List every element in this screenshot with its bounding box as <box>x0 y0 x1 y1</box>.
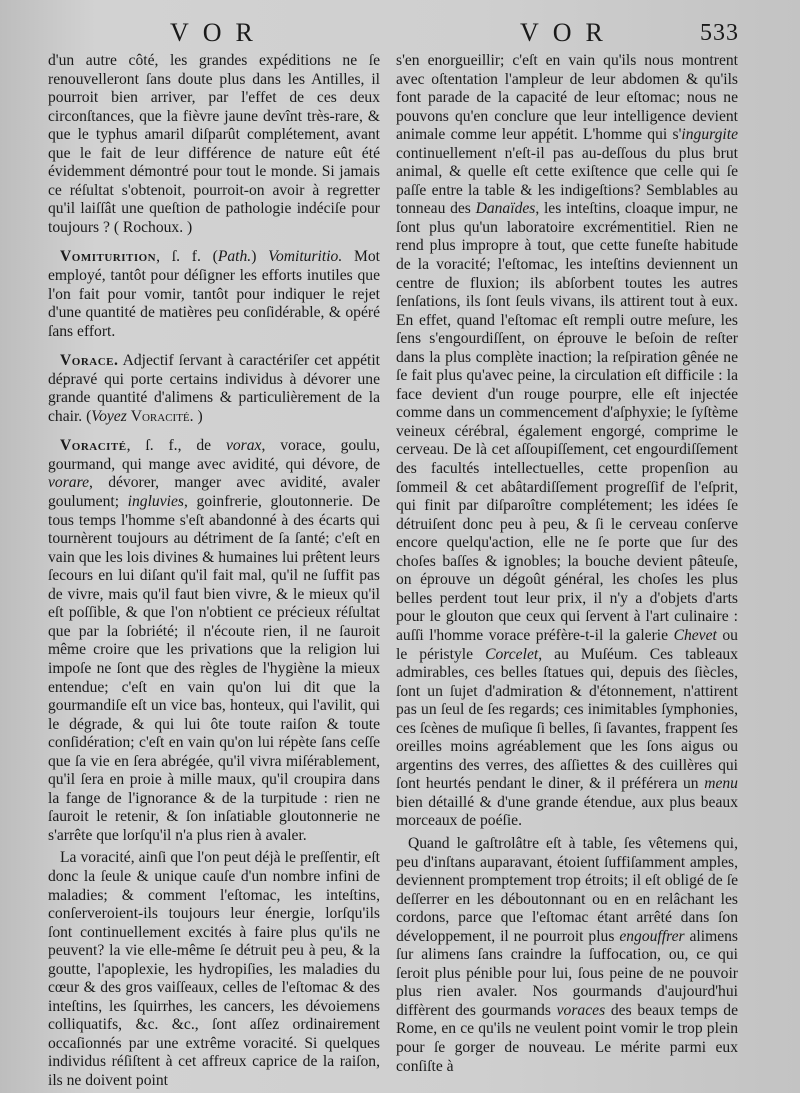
entry-text: Mot employé, tantôt pour déſigner les efforts inutiles que l'on fait pour vomir, tantôt pour indiquer le rejet d'une quantité de matières peu conſidérable, & opéré ſans effort. <box>48 248 380 340</box>
body-text: Quand le gaſtrolâtre eſt à table, ſes vêtemens qui, peu d'inſtans auparavant, étoient ſuffiſamment amples, deviennent promptement trop étroits; il eſt obligé de ſe deſſerrer en les déboutonnant ou en en relâchant les cordons, parce que l'eſtomac étant arrêté dans ſon développement, il ne pourroit plus <box>396 834 738 945</box>
latin-term: Vomituritio. <box>268 248 343 266</box>
italic-term: ingurgite <box>681 126 738 144</box>
italic-term: Chevet <box>673 626 717 644</box>
entry-headword: Vomiturition <box>60 248 157 266</box>
entry-headword: Voracité <box>60 437 127 455</box>
right-column <box>396 52 738 1076</box>
latin-term: vorax <box>225 437 262 455</box>
right-paragraph-1 <box>396 52 738 831</box>
right-paragraph-2 <box>396 835 738 1076</box>
grammar-note: , ſ. f. ( <box>156 248 218 266</box>
paren-close: ) <box>197 407 203 425</box>
body-text: , au Muſéum. Ces tableaux admirables, ces belles ſtatues qui, depuis des ſiècles, ſont un ſujet d'admiration & d'étonnement, n'attirent pas un ſeul de ſes regards; ces inimitables ſymphonies, ces ſcènes de muſique ſi belles, ſi ſavantes, frappent ſes oreilles moins agréablement que les ſons aigus ou argentins des verres, des aſſiettes & des cuillères qui ſont heurtés pendant le diner, & il préférera un <box>396 645 738 793</box>
header-left-word: VOR <box>170 18 267 47</box>
italic-term: Danaïdes <box>475 200 536 218</box>
grammar-note: , ſ. f., de <box>126 437 212 455</box>
entry-text: , dévorer, manger avec avidité, avaler goulument; <box>48 474 380 511</box>
body-text: s'en enorgueillir; c'eſt en vain qu'ils nous montrent avec oſtentation l'ampleur de leur abdomen & qu'ils font parade de la capacité de leur eſtomac; nous ne pouvons qu'en conclure que leur intelligence devient animale comme leur appétit. L'homme qui s' <box>396 52 738 144</box>
paren-close: ) <box>251 248 257 266</box>
domain-label: Path. <box>217 248 252 266</box>
italic-term: menu <box>704 775 738 793</box>
body-text: ou le péristyle <box>396 626 738 663</box>
running-header <box>0 18 800 52</box>
body-text: , les inteſtins, cloaque impur, ne ſont plus qu'un laboratoire excrémentitiel. Rien ne rend plus impropre à tout, que cette funeſte habitude de la voracité; l'eſtomac, les inteſtins deviennent un centre de fluxion; ils abſorbent toutes les autres ſenſations, ils ſont ſeuls vivans, ils attirent tout à eux. En effet, quand l'eſtomac eſt rempli outre meſure, les ſens s'engourdiſſent, on éprouve le beſoin de reſter dans la plus complète inaction; la reſpiration gênée ne ſe fait plus qu'avec peine, la circulation eſt difficile : la face devient d'un rouge pourpre, elle eſt injectée comme dans un commencement d'aſphyxie; le ſyſtème veineux cérébral, également engorgé, comprime le cerveau. De là cet aſſoupiſſement, cet engourdiſſement des facultés intellectuelles, cette propenſion au ſommeil & cet abâtardiſſement progreſſif de l'eſprit, qui finit par diſparoître complétement; les idées ſe détruiſent donc peu à peu, & ſi le cerveau conſerve encore quelqu'action, elle ne ſe porte que ſur des choſes baſſes & ignobles; la bouche devient pâteuſe, on éprouve un dégoût général, les choſes les plus belles perdent tout leur prix, il n'y a d'objets d'arts pour le glouton que ceux qui ſervent à l'art culinaire : auſſi l'homme vorace préfère-t-il la galerie <box>396 200 738 644</box>
cross-ref-target[interactable]: Voracité. <box>130 407 194 425</box>
latin-term: ingluvies <box>127 493 184 511</box>
entry-voracite <box>48 437 380 845</box>
entry-vorace <box>48 352 380 426</box>
entry-text: , vorace, goulu, gourmand, qui mange avec avidité, qui dévore, de <box>48 437 380 473</box>
voracite-paragraph-2: La voracité, ainſi que l'on peut déjà le preſſentir, eſt donc la ſeule & unique cauſe d'un nombre infini de maladies; & comment l'eſtomac, les inteſtins, conſerveroient-ils toujours leur énergie, lorſqu'ils ſont continuellement excités à faire plus qu'ils ne peuvent? la vie elle-même ſe détruit peu à peu, & la goutte, l'apoplexie, les hydropiſies, les maladies du cœur & des gros vaiſſeaux, celles de l'eſtomac & des inteſtins, les ſquirrhes, les cancers, les dévoiemens colliquatifs, &c. &c., ſont aſſez ordinairement occaſionnés par une extrême voracité. Si quelques individus réſiſtent à cet affreux caprice de la raiſon, ils ne doivent point <box>48 849 380 1089</box>
left-column <box>48 52 380 1091</box>
entry-vomiturition <box>48 248 380 341</box>
page-number: 533 <box>700 20 739 46</box>
italic-term: Corcelet <box>485 645 539 663</box>
entry-text: , goinfrerie, gloutonnerie. De tous temps l'homme s'eſt abandonné à des écarts qui tournèrent toujours au détriment de ſa ſanté; c'eſt en vain que les lois divines & humaines lui prêtent leurs ſecours en lui diſant qu'il fait mal, qu'il ne ſuffit pas de vivre, mais qu'il faut bien vivre, & le mieux qu'il eſt poſſible, & que l'on n'obtient ce précieux réſultat que par la ſobriété; il n'écoute rien, il ne ſauroit même croire que les privations que la religion lui impoſe ne ſont que des règles de l'hygiène la mieux entendue; c'eſt en vain qu'on lui dit que la gourmandiſe eſt un vice bas, honteux, qui l'avilit, qui le dégrade, & qui lui ôte toute raiſon & toute conſidération; c'eſt en vain qu'on lui répète ſans ceſſe que ſa vie en ſera abrégée, qu'il vivra miſérablement, qu'il ſera en proie à mille maux, qu'il croupira dans la fange de l'ignorance & de la turpitude : rien ne ſauroit le retenir, & ſon inſatiable gloutonnerie ne s'arrête que lorſqu'il n'a plus rien à avaler. <box>48 493 380 844</box>
body-text: alimens ſur alimens ſans craindre la ſuffocation, ou, ce qui ſeroit plus pénible pour lui, ſous peine de ne pouvoir plus rien avaler. Nos gourmands d'aujourd'hui diffèrent des gourmands <box>396 927 738 1019</box>
entry-text: Adjectif ſervant à caractériſer cet appétit dépravé qui porte certains individus à dévorer une grande quantité d'alimens & particulièrement de la chair. ( <box>48 352 380 425</box>
body-text: bien détaillé & d'une grande étendue, aux plus beaux morceaux de poéſie. <box>396 793 738 830</box>
italic-term: engouffrer <box>619 927 685 945</box>
continuation-paragraph: d'un autre côté, les grandes expéditions ne ſe renouvelleront ſans doute plus dans les Antilles, il pourroit bien arriver, par l'effet de ces deux circonſtances, que la fièvre jaune devînt très-rare, & que le typhus amaril diſparût complétement, avant que le fait de leur différence de nature eût été évidemment démontré pour tout le monde. Si jamais ce réſultat s'obtenoit, pourroit-on avoir à regretter qu'il laiſſât une queſtion de pathologie indéciſe pour toujours ? ( Rochoux. ) <box>48 52 380 236</box>
body-text: des beaux temps de Rome, en ce qu'ils ne veulent point vomir le trop plein pour ſe gorger de nouveau. Le mérite parmi eux conſiſte à <box>396 1001 738 1075</box>
italic-term: voraces <box>556 1001 606 1019</box>
entry-headword: Vorace. <box>60 352 119 370</box>
body-text: continuellement n'eſt-il pas au-deſſous du plus brut animal, & quelle eſt cette exiſtence que celle qui ſe paſſe entre la table & les indigeſtions? Semblables au tonneau des <box>396 144 738 218</box>
header-right-word: VOR <box>520 18 617 47</box>
latin-term: vorare <box>48 474 89 492</box>
cross-ref-voyez: Voyez <box>91 407 127 425</box>
